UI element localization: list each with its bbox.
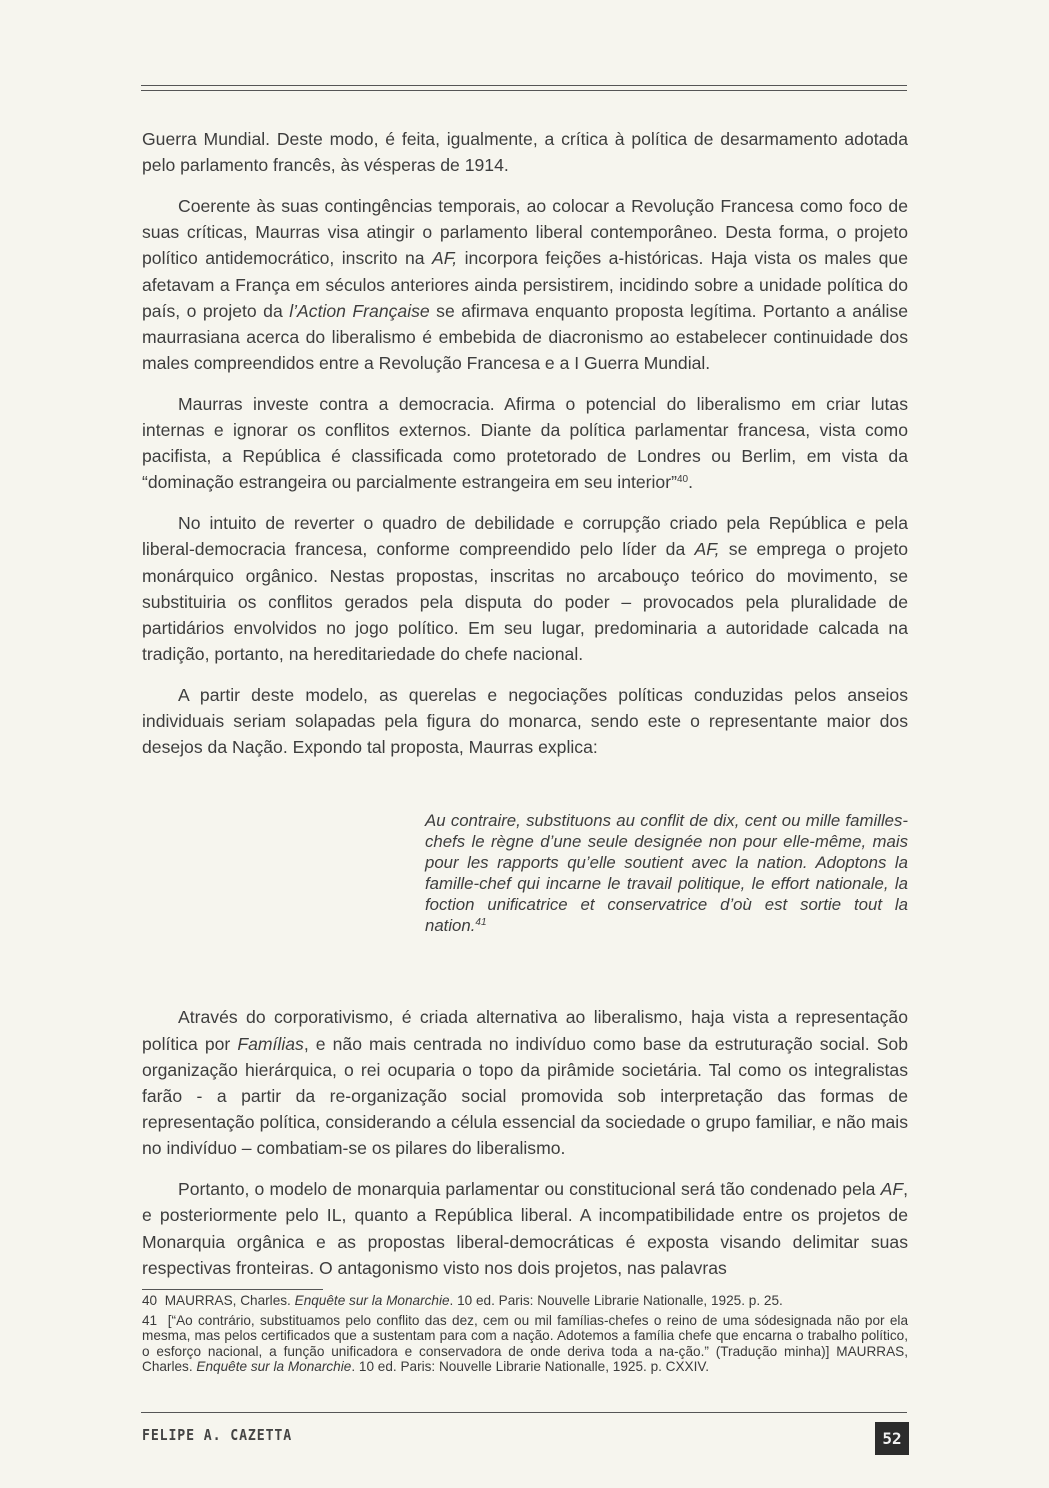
- footnote-41-text-b: . 10 ed. Paris: Nouvelle Librarie Nationalle, 1925. p. CXXIV.: [351, 1359, 709, 1375]
- block-quote-text: Au contraire, substituons au conflit de dix, cent ou mille familles-chefs le règne d’une seule designée non pour elle-même, mais pour les rapports qu’elle soutient avec la nation. Adoptons la famille-chef qui incarne le travail politique, le effort nationale, la foction unificatrice et conservatrice d’où est sortie tout la nation.: [425, 811, 908, 936]
- footnotes: [142, 1293, 908, 1379]
- familias-italic: Famílias: [237, 1033, 304, 1054]
- paragraph-2-text-a: Coerente às suas contingências temporais, ao colocar a Revolução Francesa como foco de suas críticas, Maurras visa atingir o parlamento liberal contemporâneo. Desta forma, o projeto político antidemocrático, inscrito na: [142, 195, 908, 269]
- paragraph-6-text-b: , e não mais centrada no indivíduo como base da estruturação social. Sob organização hierárquica, o rei ocuparia o topo da pirâmide societária. Tal como os integralistas farão - a partir da re-organização social promovida sob interpretação das formas de representação política, considerando a célula essencial da sociedade o grupo familiar, e não mais no indivíduo – combatiam-se os pilares do liberalismo.: [142, 1033, 909, 1159]
- footnote-41-text-a: [“Ao contrário, substituamos pelo conflito das dez, cem ou mil famílias-chefes o reino de uma sódesignada não por ela mesma, mas pelos certificados que a sustentam para com a nação. Adotemos a família chefe que encarna o trabalho político, o esforço nacional, a função unificadora e conservadora de onde deriva toda a na-ção.” (Tradução minha)] MAURRAS, Charles.: [142, 1312, 908, 1375]
- paragraph-2-text-b: incorpora feições a-históricas. Haja vista os males que afetavam a França em séculos anteriores ainda persistirem, incidindo sobre a unidade política do país, o projeto da: [142, 248, 908, 321]
- paragraph-4-text-a: No intuito de reverter o quadro de debilidade e corrupção criado pela República e pela liberal-democracia francesa, conforme compreendido pelo líder da: [142, 513, 908, 560]
- paragraph-3: [142, 391, 908, 496]
- paragraph-7: [142, 1176, 908, 1281]
- paragraph-6-text-a: Através do corporativismo, é criada alternativa ao liberalismo, haja vista a representação política por: [142, 1007, 908, 1054]
- paragraph-4-text-b: se emprega o projeto monárquico orgânico. Nestas propostas, inscritas no arcabouço teórico do movimento, se substituiria os conflitos gerados pela disputa do poder – provocados pela pluralidade de partidários envolvidos no jogo político. Em seu lugar, predominaria a autoridade calcada na tradição, portanto, na hereditariedade do chefe nacional.: [142, 539, 908, 665]
- paragraph-6: [142, 1004, 908, 1161]
- footnote-40: [142, 1293, 908, 1309]
- af-italic: AF,: [432, 248, 458, 269]
- footnote-41-number: 41: [142, 1312, 158, 1328]
- footnote-40-number: 40: [142, 1293, 158, 1308]
- paragraph-3-text-b: .: [688, 472, 693, 493]
- footnote-ref-40[interactable]: 40: [676, 474, 689, 486]
- footnote-41: [142, 1313, 908, 1375]
- header-double-rule: [141, 85, 907, 91]
- paragraph-4: [142, 510, 908, 667]
- page-number-badge: 52: [875, 1422, 909, 1455]
- action-francaise-italic: l’Action Française: [289, 300, 430, 321]
- paragraph-7-text-a: Portanto, o modelo de monarquia parlamentar ou constitucional será tão condenado pela: [178, 1179, 881, 1200]
- paragraph-7-text-b: , e posteriormente pelo IL, quanto a República liberal. A incompatibilidade entre os projetos de Monarquia orgânica e as propostas liberal-democráticas é exposta visando delimitar suas respectivas fronteiras. O antagonismo visto nos dois projetos, nas palavras: [142, 1179, 908, 1278]
- paragraph-3-text-a: Maurras investe contra a democracia. Afirma o potencial do liberalismo em criar lutas internas e ignorar os conflitos externos. Diante da política parlamentar francesa, vista como pacifista, a República é classificada como protetorado de Londres ou Berlim, em vista da “dominação estrangeira ou parcialmente estrangeira em seu interior”: [142, 393, 908, 493]
- paragraph-2: [142, 193, 908, 376]
- footnote-40-text-b: . 10 ed. Paris: Nouvelle Librarie Nationalle, 1925. p. 25.: [449, 1293, 783, 1308]
- block-quote: [425, 810, 908, 936]
- body-text: [142, 126, 908, 1296]
- footer-rule: [141, 1412, 907, 1413]
- af-italic: AF,: [694, 539, 720, 560]
- paragraph-5: [142, 682, 908, 761]
- af-italic: AF: [880, 1179, 904, 1200]
- paragraph-2-text-c: se afirmava enquanto proposta legítima. Portanto a análise maurrasiana acerca do liberalismo é embebida de diacronismo ao estabelecer continuidade dos males compreendidos entre a Revolução Francesa e a I Guerra Mundial.: [142, 300, 908, 374]
- footer-author: FELIPE A. CAZETTA: [142, 1426, 293, 1444]
- paragraph-1-text: Guerra Mundial. Deste modo, é feita, igualmente, a crítica à política de desarmamento adotada pelo parlamento francês, às vésperas de 1914.: [142, 129, 908, 176]
- footnote-40-title: Enquête sur la Monarchie: [294, 1293, 450, 1308]
- footnote-separator: [142, 1289, 323, 1290]
- paragraph-1: [142, 126, 908, 178]
- footnote-ref-41[interactable]: 41: [475, 917, 487, 929]
- paragraph-5-text: A partir deste modelo, as querelas e negociações políticas conduzidas pelos anseios individuais seriam solapadas pela figura do monarca, sendo este o representante maior dos desejos da Nação. Expondo tal proposta, Maurras explica:: [142, 684, 908, 758]
- footnote-40-text-a: MAURRAS, Charles.: [164, 1293, 295, 1308]
- footnote-41-title: Enquête sur la Monarchie: [196, 1359, 352, 1375]
